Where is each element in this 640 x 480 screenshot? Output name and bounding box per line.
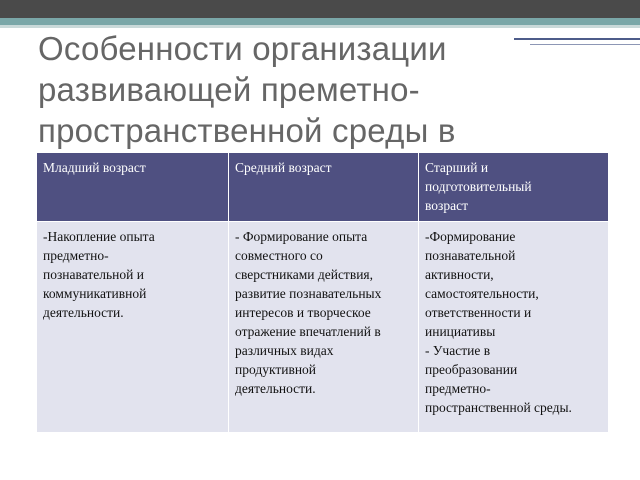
header-middle-age: Средний возраст [229,153,419,222]
title-line: пространственной среды в [38,112,456,149]
cell-junior-age: -Накопление опыта предметно- познавательной и коммуникативной деятельности. [37,222,229,433]
header-junior-age: Младший возраст [37,153,229,222]
table-row [37,222,609,433]
header-senior-age: Старший и подготовительный возраст [419,153,609,222]
header-bar-dark [0,0,640,18]
cell-middle-age: - Формирование опыта совместного со сверстниками действия, развитие познавательных интересов и творческое отражение впечатлений в различных видах продуктивной деятельности. [229,222,419,433]
title-line: Особенности организации [38,30,447,67]
age-features-table [36,152,608,433]
header-bar-teal [0,18,640,25]
cell-senior-age: -Формирование познавательной активности, самостоятельности, ответственности и инициативы - Участие в преобразовании предметно- пространственной среды. [419,222,609,433]
table-header-row [37,153,609,222]
slide-title [38,28,628,151]
title-line: развивающей преметно- [38,71,420,108]
